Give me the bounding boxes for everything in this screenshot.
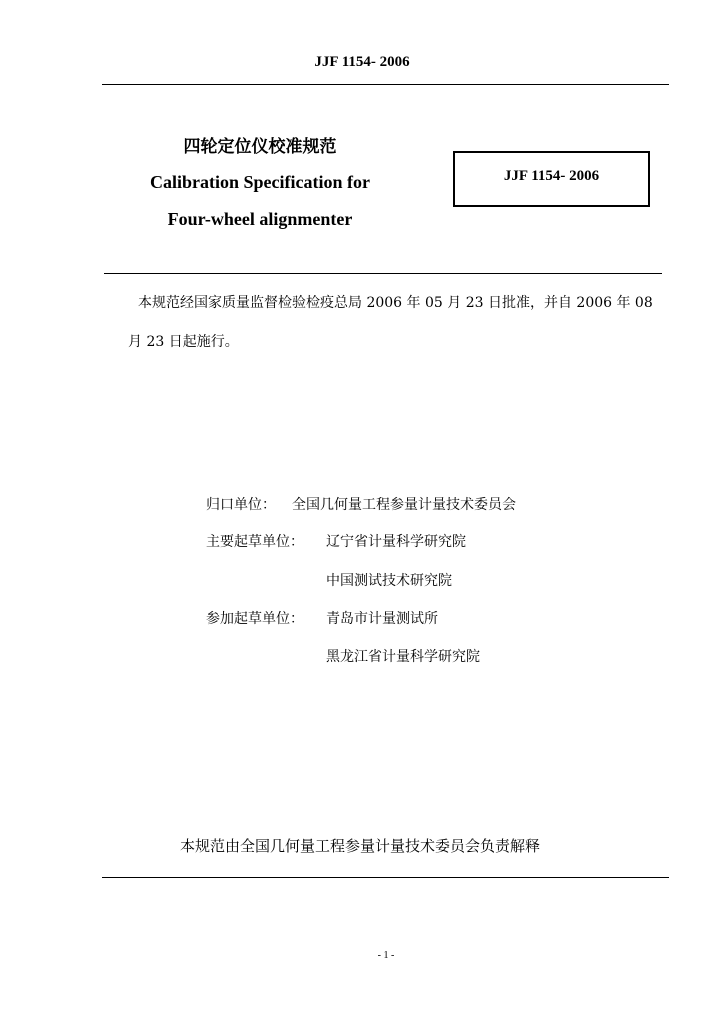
participating-unit-value-1: 青岛市计量测试所 bbox=[326, 611, 438, 627]
title-chinese: 四轮定位仪校准规范 bbox=[183, 137, 337, 157]
participating-unit-label: 参加起草单位： bbox=[206, 611, 304, 627]
document-code-box-text: JJF 1154- 2006 bbox=[503, 168, 600, 184]
main-drafting-unit-value-1: 辽宁省计量科学研究院 bbox=[326, 534, 466, 550]
page-number: - 1 - bbox=[377, 950, 395, 961]
title-english-line-2: Four-wheel alignmenter bbox=[167, 209, 353, 229]
title-english-line-1: Calibration Specification for bbox=[150, 172, 370, 192]
responsible-unit-label: 归口单位： bbox=[206, 497, 276, 513]
header-divider bbox=[102, 84, 669, 85]
header-document-code: JJF 1154- 2006 bbox=[314, 54, 410, 70]
main-drafting-unit-label: 主要起草单位： bbox=[206, 534, 304, 550]
participating-unit-value-2: 黑龙江省计量科学研究院 bbox=[326, 649, 480, 665]
responsible-unit-value: 全国几何量工程参量计量技术委员会 bbox=[292, 497, 516, 513]
interpretation-statement: 本规范由全国几何量工程参量计量技术委员会负责解释 bbox=[180, 837, 541, 855]
main-drafting-unit-value-2: 中国测试技术研究院 bbox=[326, 573, 452, 589]
approval-statement: 本规范经国家质量监督检验检疫总局 2006 年 05 月 23 日批准，并自 2006 年 08 月 23 日起施行。 bbox=[128, 295, 653, 350]
document-code-box bbox=[453, 151, 650, 207]
title-divider bbox=[104, 273, 662, 274]
footer-divider bbox=[102, 877, 669, 878]
